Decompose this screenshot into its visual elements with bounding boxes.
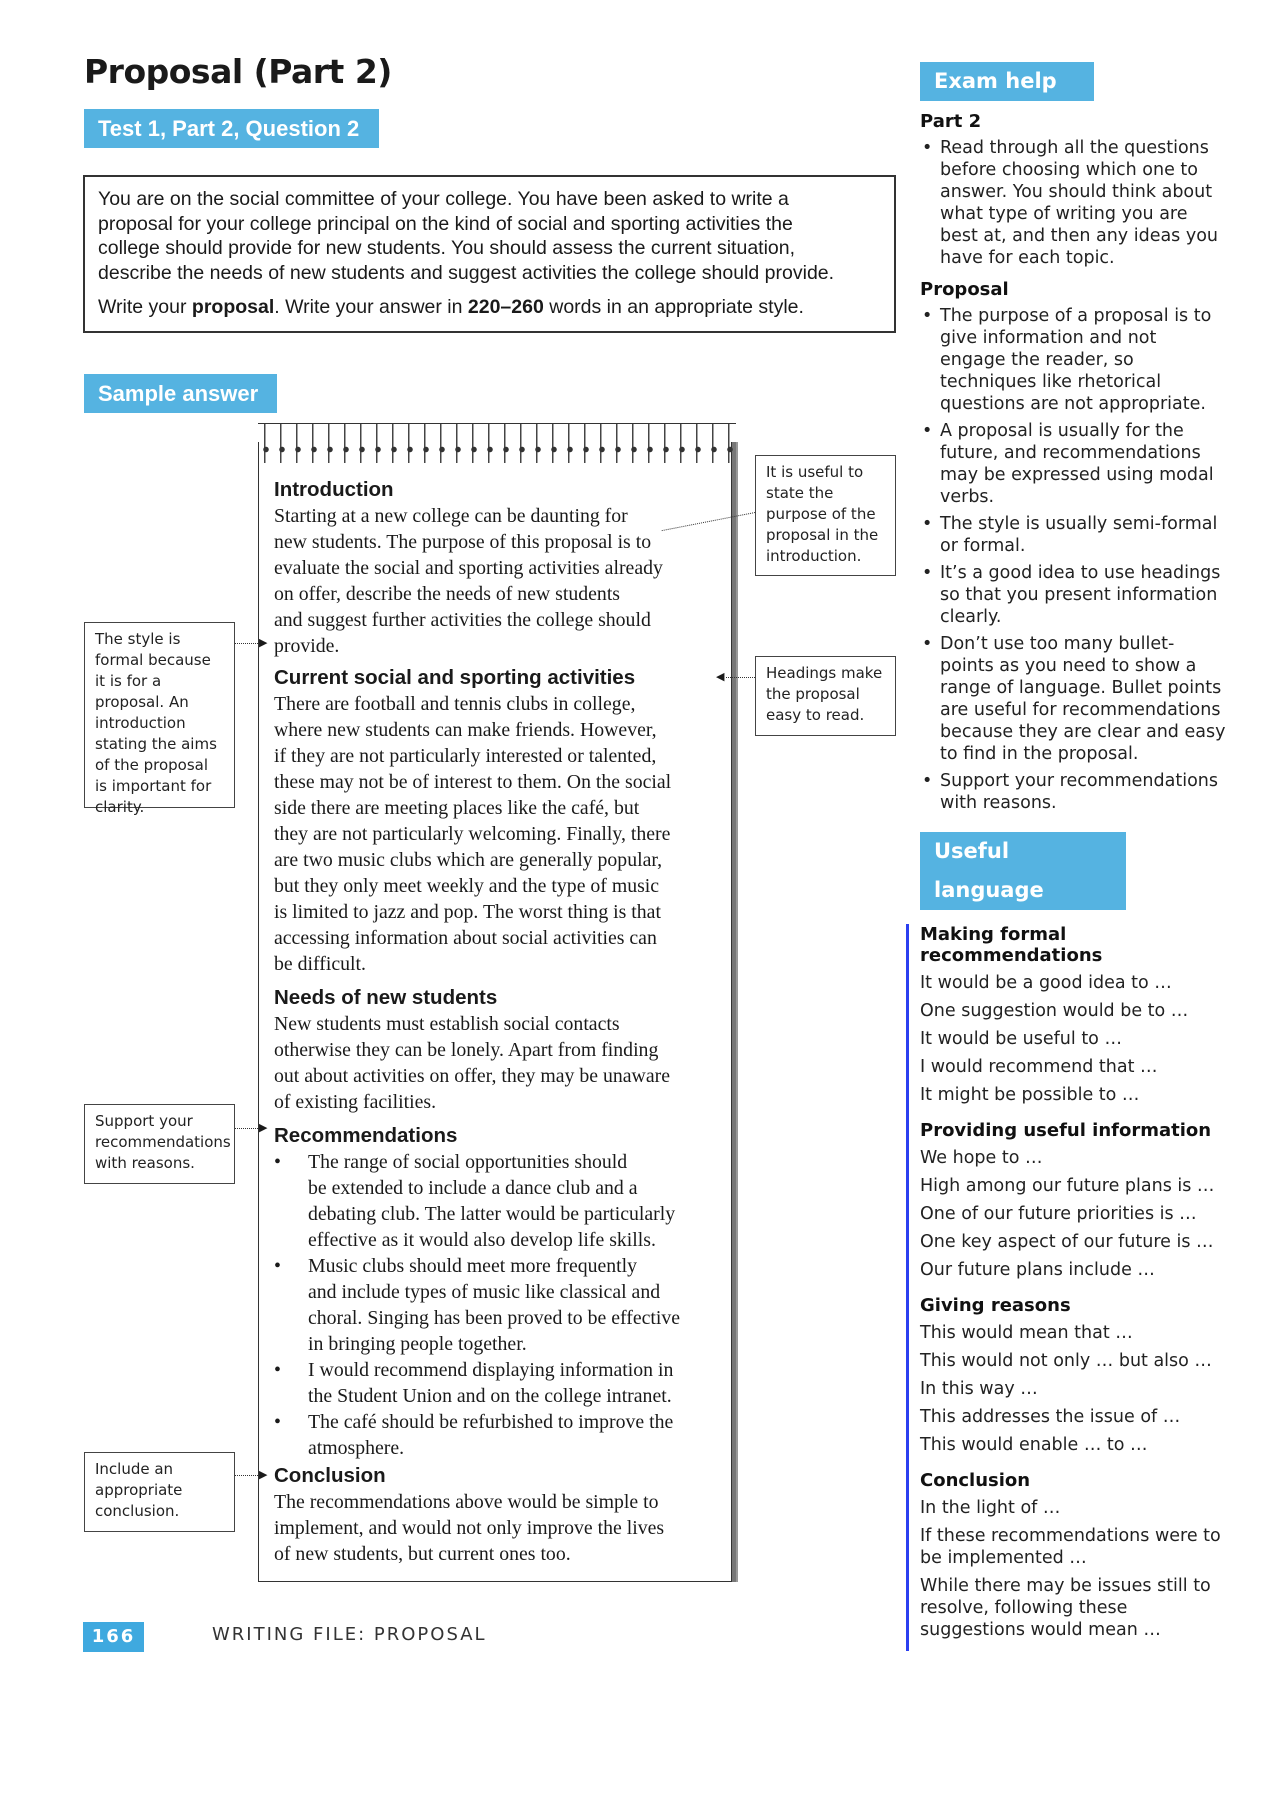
text-line: accessing information about social activities can	[274, 927, 657, 949]
proposal-heading: Proposal	[920, 279, 1009, 300]
text-line: be difficult.	[274, 953, 366, 975]
useful-language-heading: Providing useful information	[920, 1120, 1212, 1141]
text-line: • The range of social opportunities should	[308, 1151, 628, 1173]
recommendation-item	[274, 1253, 729, 1357]
note-purpose: It is useful to state the purpose of the proposal in the introduction.	[755, 455, 896, 576]
phrase: One of our future priorities is …	[920, 1204, 1197, 1224]
note-headings: Headings make the proposal easy to read.	[755, 656, 896, 736]
text-line: if they are not particularly interested or talented,	[274, 745, 657, 767]
text-line: be extended to include a dance club and a	[308, 1177, 638, 1199]
phrase: I would recommend that …	[920, 1057, 1158, 1077]
heading-current: Current social and sporting activities	[274, 666, 636, 689]
sample-answer-tag: Sample answer	[84, 374, 277, 413]
arrow-head-icon: ▶	[259, 636, 268, 649]
tip-item: • The purpose of a proposal is to give information and not engage the reader, so techniques like rhetorical questions are not appropriate.	[920, 305, 1226, 415]
question-tag: Test 1, Part 2, Question 2	[84, 109, 379, 148]
phrase: This would mean that …	[920, 1323, 1133, 1343]
arrow-head-icon: ▶	[259, 1468, 268, 1481]
text-line: • I would recommend displaying information in	[308, 1359, 674, 1381]
tip-item: • A proposal is usually for the future, and recommendations may be expressed using modal verbs.	[920, 420, 1226, 508]
intro-paragraph	[274, 503, 729, 659]
note-bold: proposal	[191, 296, 275, 318]
text-line: side there are meeting places like the café, but	[274, 797, 640, 819]
text-line: effective as it would also develop life skills.	[308, 1229, 656, 1251]
recommendation-item	[274, 1357, 729, 1409]
text-line: There are football and tennis clubs in college,	[274, 693, 636, 715]
text-line: new students. The purpose of this proposal is to	[274, 531, 652, 553]
task-line: proposal for your college principal on the kind of social and sporting activities the	[98, 212, 793, 235]
text-line: • Music clubs should meet more frequently	[308, 1255, 638, 1277]
phrase: High among our future plans is …	[920, 1176, 1215, 1196]
note-text: . Write your answer in	[274, 296, 468, 318]
note-bold: 220–260	[467, 296, 544, 318]
text-line: they are not particularly welcoming. Finally, there	[274, 823, 671, 845]
text-line: New students must establish social contacts	[274, 1013, 620, 1035]
arrow-formal	[235, 643, 260, 644]
text-line: provide.	[274, 635, 340, 657]
phrase: This would enable … to …	[920, 1435, 1148, 1455]
text-line: choral. Singing has been proved to be effective	[308, 1307, 681, 1329]
task-instructions	[98, 295, 881, 320]
note-formal: The style is formal because it is for a proposal. An introduction stating the aims of the proposal is important for clarity.	[84, 622, 235, 808]
phrase: This would not only … but also …	[920, 1351, 1212, 1371]
useful-language-heading: Giving reasons	[920, 1295, 1071, 1316]
arrow-headings	[726, 677, 755, 678]
note-text: words in an appropriate style.	[543, 296, 804, 318]
arrow-head-icon: ◀	[716, 670, 725, 683]
exam-help-panel	[906, 111, 1226, 814]
text-line: but they only meet weekly and the type of music	[274, 875, 660, 897]
text-line: debating club. The latter would be particularly	[308, 1203, 676, 1225]
text-line: out about activities on offer, they may be unaware	[274, 1065, 670, 1087]
task-text	[98, 187, 881, 285]
phrase: We hope to …	[920, 1148, 1043, 1168]
text-line: these may not be of interest to them. On the social	[274, 771, 672, 793]
recommendation-item	[274, 1149, 729, 1253]
phrase: It would be useful to …	[920, 1029, 1122, 1049]
phrase: In the light of …	[920, 1498, 1061, 1518]
task-line: You are on the social committee of your college. You have been asked to write a	[98, 188, 789, 210]
text-line: • The café should be refurbished to improve the	[308, 1411, 674, 1433]
phrase: It might be possible to …	[920, 1085, 1140, 1105]
phrase: If these recommendations were to be implemented …	[920, 1526, 1221, 1568]
sample-answer	[274, 473, 729, 1567]
needs-paragraph	[274, 1011, 729, 1115]
current-paragraph	[274, 691, 729, 977]
tip-item: • Don’t use too many bullet-points as you need to show a range of language. Bullet points are useful for recommendations because they are clear and easy to find in the proposal.	[920, 633, 1226, 765]
task-line: describe the needs of new students and suggest activities the college should provide.	[98, 261, 835, 284]
heading-needs: Needs of new students	[274, 986, 498, 1009]
text-line: where new students can make friends. However,	[274, 719, 657, 741]
tip-item: • Read through all the questions before choosing which one to answer. You should think about what type of writing you are best at, and then any ideas you have for each topic.	[920, 137, 1226, 269]
heading-recommendations: Recommendations	[274, 1124, 458, 1147]
footer-section: WRITING FILE: PROPOSAL	[212, 1624, 487, 1645]
task-line: college should provide for new students. You should assess the current situation,	[98, 237, 796, 259]
text-line: implement, and would not only improve the lives	[274, 1517, 665, 1539]
note-text: Write your	[98, 296, 192, 318]
proposal-tips	[920, 305, 1226, 814]
useful-language-heading: Conclusion	[920, 1470, 1031, 1491]
useful-language-panel	[906, 924, 1226, 1651]
text-line: The recommendations above would be simple to	[274, 1491, 659, 1513]
phrase: In this way …	[920, 1379, 1038, 1399]
phrase: This addresses the issue of …	[920, 1407, 1181, 1427]
tip-item: • The style is usually semi-formal or formal.	[920, 513, 1226, 557]
conclusion-paragraph	[274, 1489, 729, 1567]
phrase: While there may be issues still to resolve, following these suggestions would mean …	[920, 1576, 1211, 1640]
tip-item: • It’s a good idea to use headings so that you present information clearly.	[920, 562, 1226, 628]
phrase: Our future plans include …	[920, 1260, 1155, 1280]
text-line: evaluate the social and sporting activities already	[274, 557, 663, 579]
text-line: on offer, describe the needs of new students	[274, 583, 621, 605]
page-title: Proposal (Part 2)	[84, 52, 392, 91]
notepad-spiral	[258, 423, 736, 463]
page-number: 166	[83, 1622, 144, 1652]
heading-conclusion: Conclusion	[274, 1464, 386, 1487]
text-line: Starting at a new college can be daunting for	[274, 505, 628, 527]
useful-language-tag: Useful language	[920, 832, 1126, 910]
text-line: the Student Union and on the college intranet.	[308, 1385, 672, 1407]
recommendation-item	[274, 1409, 729, 1461]
text-line: and suggest further activities the college should	[274, 609, 651, 631]
useful-language-heading: Making formal recommendations	[920, 924, 1103, 966]
text-line: and include types of music like classical and	[308, 1281, 661, 1303]
phrase: One suggestion would be to …	[920, 1001, 1189, 1021]
phrase: It would be a good idea to …	[920, 973, 1172, 993]
text-line: in bringing people together.	[308, 1333, 527, 1355]
arrow-reasons	[235, 1128, 260, 1129]
note-reasons: Support your recommendations with reasons.	[84, 1104, 235, 1184]
text-line: are two music clubs which are generally popular,	[274, 849, 663, 871]
arrow-conclusion	[235, 1475, 260, 1476]
text-line: is limited to jazz and pop. The worst thing is that	[274, 901, 661, 923]
arrow-head-icon: ▶	[259, 1121, 268, 1134]
part2-heading: Part 2	[920, 111, 982, 132]
recommendations-list	[274, 1149, 729, 1461]
phrase: One key aspect of our future is …	[920, 1232, 1214, 1252]
text-line: of new students, but current ones too.	[274, 1543, 571, 1565]
tip-item: • Support your recommendations with reasons.	[920, 770, 1226, 814]
task-box	[83, 175, 896, 333]
right-column	[906, 62, 1226, 1651]
text-line: otherwise they can be lonely. Apart from finding	[274, 1039, 659, 1061]
text-line: atmosphere.	[308, 1437, 405, 1459]
note-conclusion: Include an appropriate conclusion.	[84, 1452, 235, 1532]
part2-tips	[920, 137, 1226, 269]
heading-introduction: Introduction	[274, 478, 394, 501]
text-line: of existing facilities.	[274, 1091, 437, 1113]
exam-help-tag: Exam help	[920, 62, 1094, 101]
